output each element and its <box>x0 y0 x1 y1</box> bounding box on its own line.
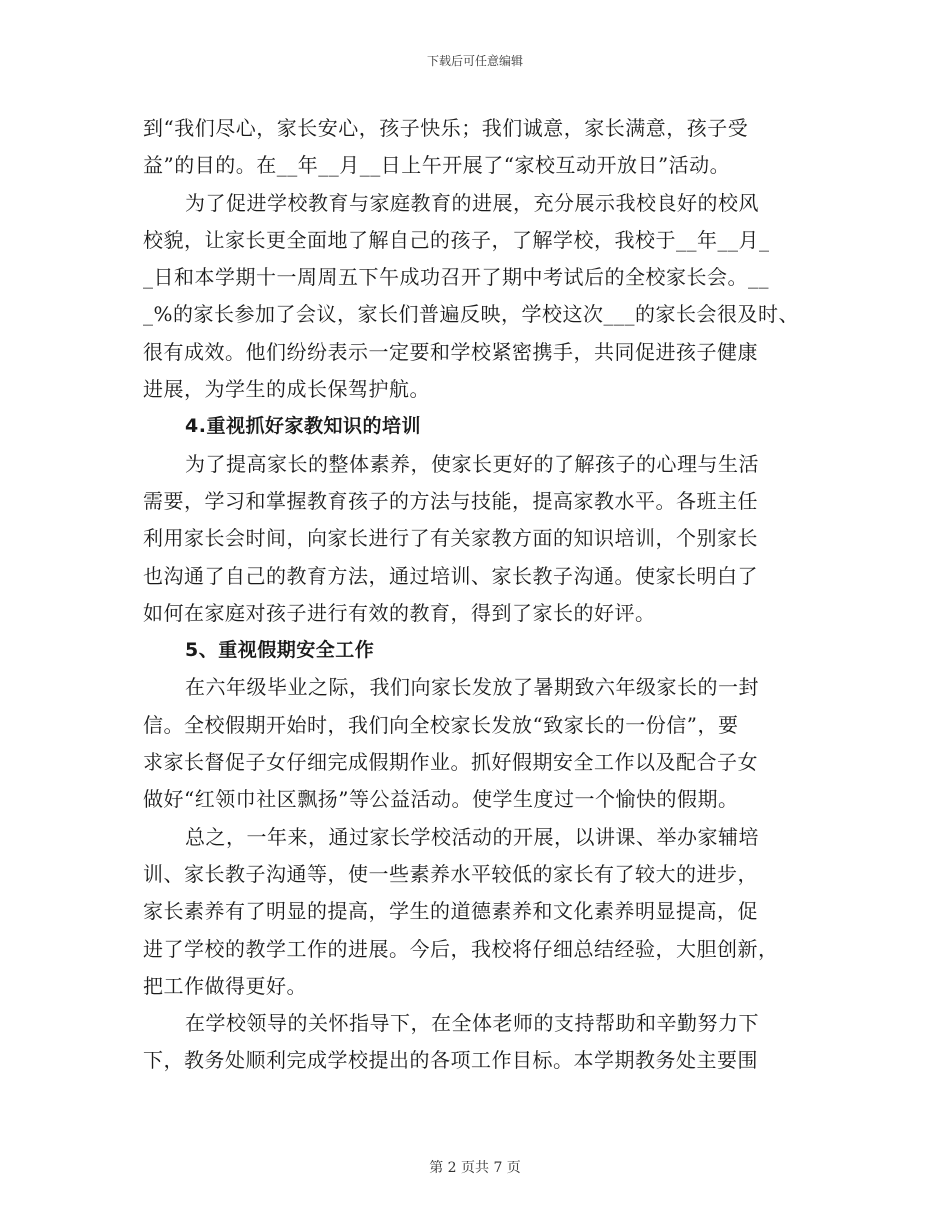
text-line: 训、家长教子沟通等，使一些素养水平较低的家长有了较大的进步， <box>143 861 758 886</box>
section-heading: 5、重视假期安全工作 <box>185 639 375 662</box>
page-header: 下载后可任意编辑 <box>426 54 523 68</box>
document-body <box>143 110 823 1080</box>
page-footer: 第 2 页共 7 页 <box>429 1160 521 1176</box>
text-line: 在学校领导的关怀指导下，在全体老师的支持帮助和辛勤努力下 <box>185 1011 759 1036</box>
text-line: 很有成效。他们纷纷表示一定要和学校紧密携手，共同促进孩子健康 <box>143 339 758 364</box>
text-line: 总之，一年来，通过家长学校活动的开展，以讲课、举办家辅培 <box>185 824 759 849</box>
text-line: 校貌，让家长更全面地了解自己的孩子，了解学校，我校于__年__月_ <box>143 227 770 252</box>
text-line: 在六年级毕业之际，我们向家长发放了暑期致六年级家长的一封 <box>185 675 759 700</box>
text-line: 进了学校的教学工作的进展。今后，我校将仔细总结经验，大胆创新， <box>143 936 779 961</box>
text-line: 利用家长会时间，向家长进行了有关家教方面的知识培训，个别家长 <box>143 526 758 551</box>
text-line: 也沟通了自己的教育方法，通过培训、家长教子沟通。使家长明白了 <box>143 563 758 588</box>
section-heading: 4.重视抓好家教知识的培训 <box>185 415 421 438</box>
text-line: _日和本学期十一周周五下午成功召开了期中考试后的全校家长会。__ <box>143 265 769 290</box>
text-line: 如何在家庭对孩子进行有效的教育，得到了家长的好评。 <box>143 600 656 625</box>
text-line: 下，教务处顺利完成学校提出的各项工作目标。本学期教务处主要围 <box>143 1048 758 1073</box>
text-line: 益”的目的。在__年__月__日上午开展了“家校互动开放日”活动。 <box>143 153 731 178</box>
text-line: 为了提高家长的整体素养，使家长更好的了解孩子的心理与生活 <box>185 451 759 476</box>
text-line: 做好“红领巾社区飘扬”等公益活动。使学生度过一个愉快的假期。 <box>143 787 739 812</box>
text-line: 家长素养有了明显的提高，学生的道德素养和文化素养明显提高，促 <box>143 899 758 924</box>
text-line: 到“我们尽心，家长安心，孩子快乐；我们诚意，家长满意，孩子受 <box>143 116 749 140</box>
text-line: 求家长督促子女仔细完成假期作业。抓好假期安全工作以及配合子女 <box>143 750 758 775</box>
text-line: 为了促进学校教育与家庭教育的进展，充分展示我校良好的校风 <box>185 190 759 215</box>
text-line: 把工作做得更好。 <box>143 973 307 998</box>
text-line: 进展，为学生的成长保驾护航。 <box>143 377 430 402</box>
text-line: 信。全校假期开始时，我们向全校家长发放“致家长的一份信”，要 <box>143 712 739 737</box>
text-line: _%的家长参加了会议，家长们普遍反映，学校这次___的家长会很及时、 <box>143 302 800 327</box>
text-line: 需要，学习和掌握教育孩子的方法与技能，提高家教水平。各班主任 <box>143 488 758 513</box>
